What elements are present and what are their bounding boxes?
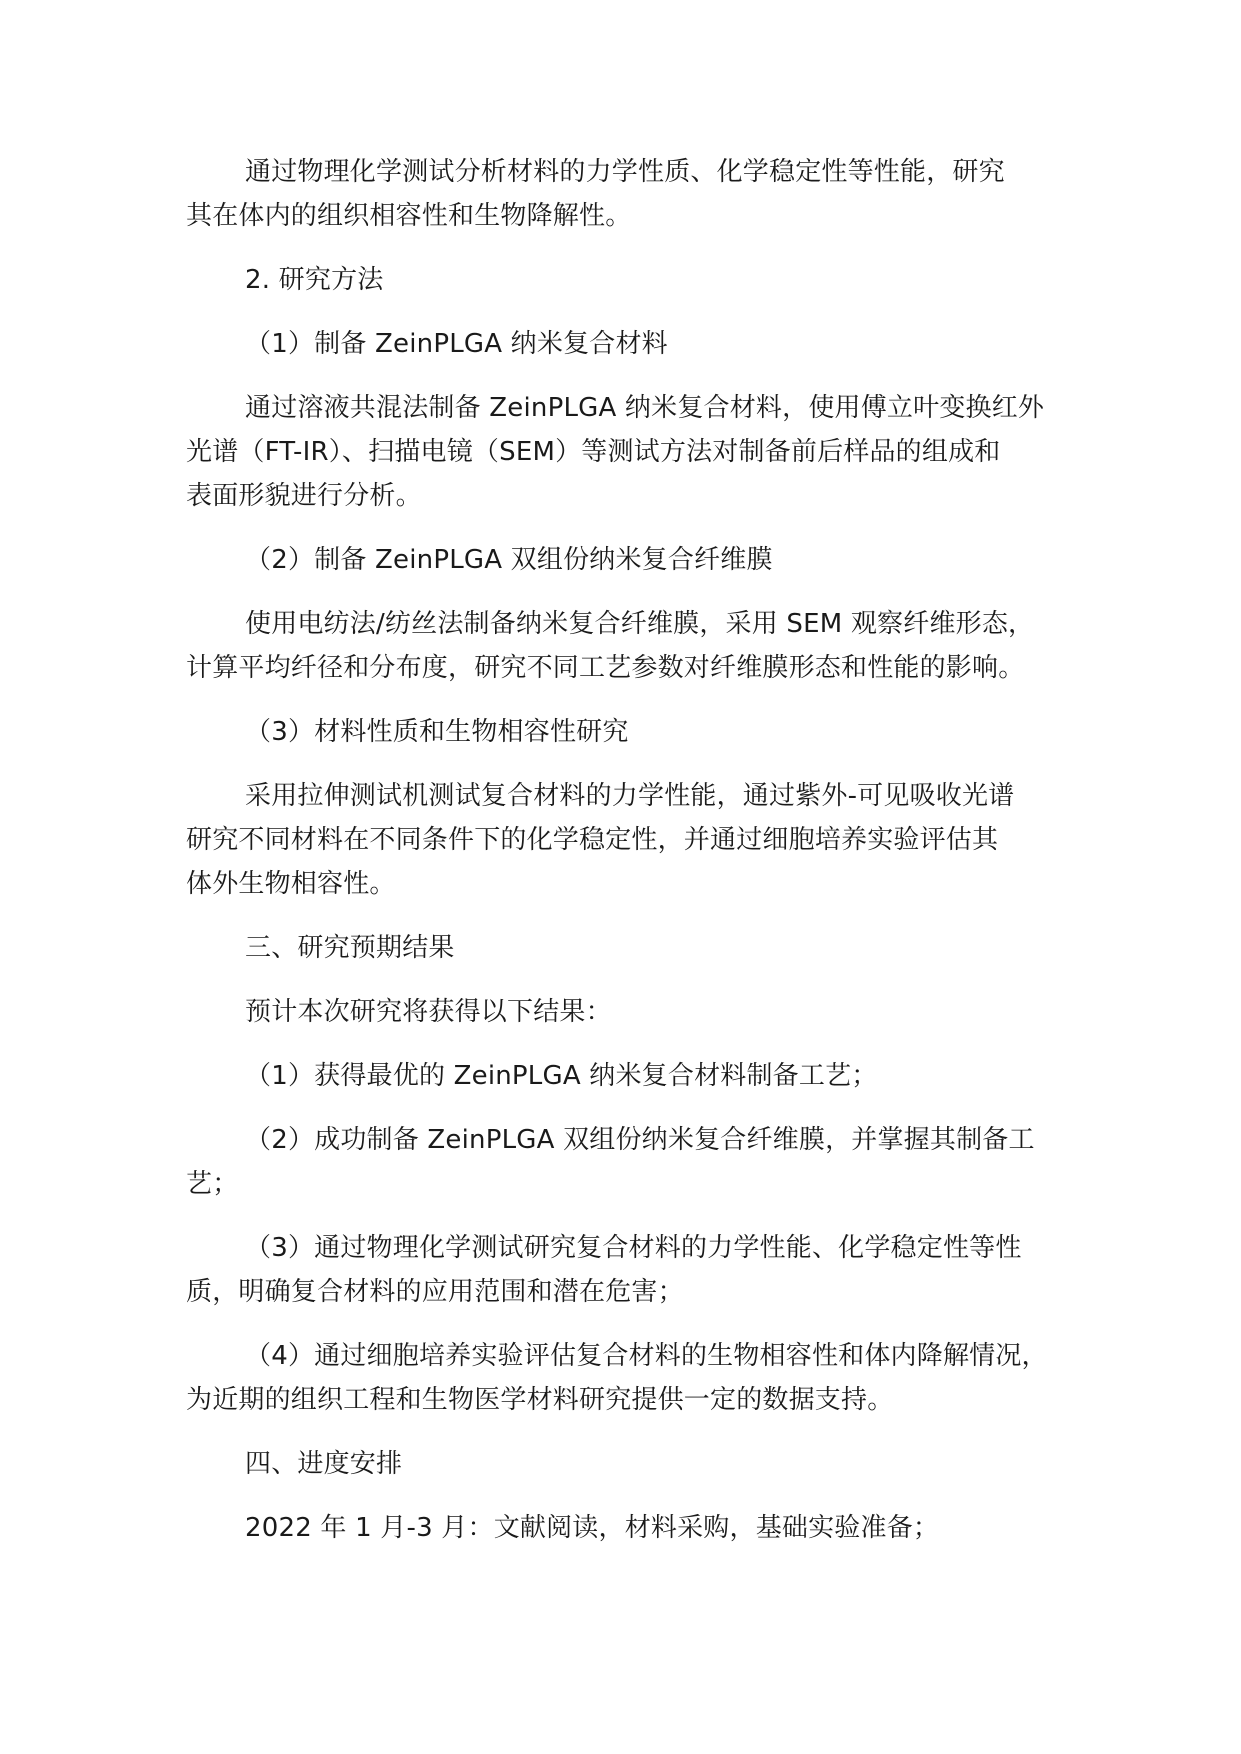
text-line: （3）材料性质和生物相容性研究 <box>245 717 629 747</box>
text-line: 四、进度安排 <box>245 1449 403 1479</box>
text-line: 艺； <box>186 1169 239 1199</box>
paragraph-method-2 <box>186 602 1076 690</box>
text-line: 通过溶液共混法制备 ZeinPLGA 纳米复合材料，使用傅立叶变换红外 <box>245 393 1045 423</box>
text-line: （2）成功制备 ZeinPLGA 双组份纳米复合纤维膜，并掌握其制备工 <box>245 1125 1035 1155</box>
section-heading-expected-results <box>186 926 1076 970</box>
result-item-3 <box>186 1226 1076 1314</box>
text-line: 为近期的组织工程和生物医学材料研究提供一定的数据支持。 <box>186 1385 894 1415</box>
text-line: 2. 研究方法 <box>245 265 384 295</box>
text-line: （1）制备 ZeinPLGA 纳米复合材料 <box>245 329 668 359</box>
section-heading-methods <box>186 258 1076 302</box>
text-line: 通过物理化学测试分析材料的力学性质、化学稳定性等性能，研究 <box>245 157 1005 187</box>
subheading-1 <box>186 322 1076 366</box>
text-line: （1）获得最优的 ZeinPLGA 纳米复合材料制备工艺； <box>245 1061 878 1091</box>
text-line: 光谱（FT-IR）、扫描电镜（SEM）等测试方法对制备前后样品的组成和 <box>186 437 1001 467</box>
paragraph-intro-testing <box>186 150 1076 238</box>
result-item-4 <box>186 1334 1076 1422</box>
paragraph-method-1 <box>186 386 1076 518</box>
text-line: （3）通过物理化学测试研究复合材料的力学性能、化学稳定性等性 <box>245 1233 1022 1263</box>
text-line: 研究不同材料在不同条件下的化学稳定性，并通过细胞培养实验评估其 <box>186 825 999 855</box>
document-body <box>186 150 1076 1570</box>
result-item-1 <box>186 1054 1076 1098</box>
text-line: 2022 年 1 月-3 月：文献阅读，材料采购，基础实验准备； <box>245 1513 940 1543</box>
text-line: 其在体内的组织相容性和生物降解性。 <box>186 201 632 231</box>
schedule-item-1 <box>186 1506 1076 1550</box>
subheading-2 <box>186 538 1076 582</box>
text-line: 质，明确复合材料的应用范围和潜在危害； <box>186 1277 684 1307</box>
text-line: 三、研究预期结果 <box>245 933 455 963</box>
paragraph-results-intro <box>186 990 1076 1034</box>
text-line: （2）制备 ZeinPLGA 双组份纳米复合纤维膜 <box>245 545 773 575</box>
text-line: 预计本次研究将获得以下结果： <box>245 997 612 1027</box>
paragraph-method-3 <box>186 774 1076 906</box>
text-line: （4）通过细胞培养实验评估复合材料的生物相容性和体内降解情况， <box>245 1341 1048 1371</box>
subheading-3 <box>186 710 1076 754</box>
text-line: 采用拉伸测试机测试复合材料的力学性能，通过紫外-可见吸收光谱 <box>245 781 1015 811</box>
text-line: 计算平均纤径和分布度，研究不同工艺参数对纤维膜形态和性能的影响。 <box>186 653 1025 683</box>
text-line: 体外生物相容性。 <box>186 869 396 899</box>
text-line: 表面形貌进行分析。 <box>186 481 422 511</box>
text-line: 使用电纺法/纺丝法制备纳米复合纤维膜，采用 SEM 观察纤维形态， <box>245 609 1035 639</box>
section-heading-schedule <box>186 1442 1076 1486</box>
result-item-2 <box>186 1118 1076 1206</box>
